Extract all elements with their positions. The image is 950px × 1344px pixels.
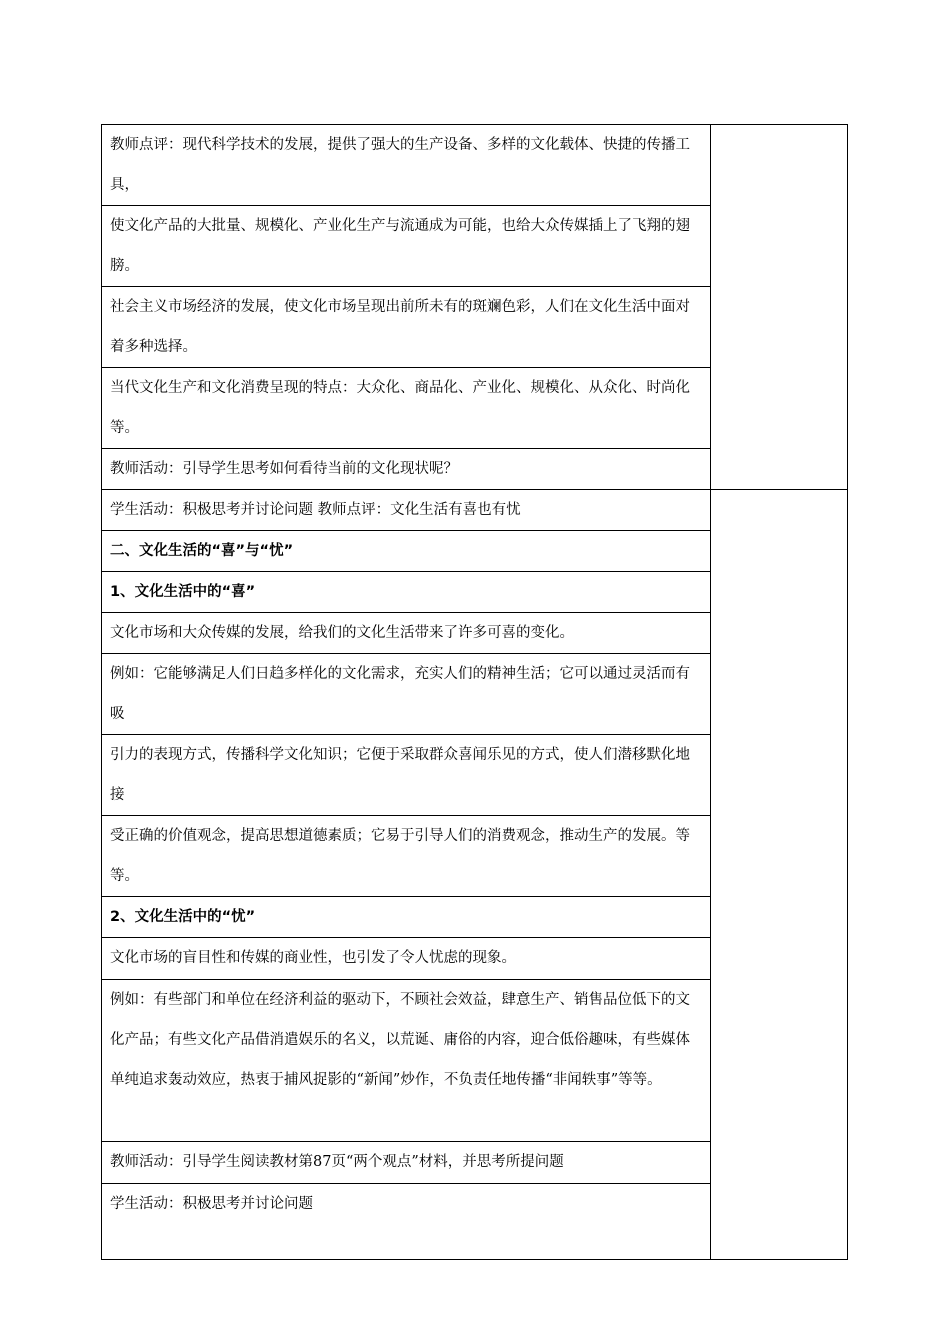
teacher-activity-cell: 教师活动：引导学生思考如何看待当前的文化现状呢？ xyxy=(102,449,711,490)
student-activity-cell: 学生活动：积极思考并讨论问题 教师点评：文化生活有喜也有忧 xyxy=(102,490,711,531)
subsection-heading-worry: 2、文化生活中的“忧” xyxy=(102,897,711,938)
joy-example-cell-3: 受正确的价值观念，提高思想道德素质；它易于引导人们的消费观念，推动生产的发展。等等。 xyxy=(102,816,711,897)
section-heading: 二、文化生活的“喜”与“忧” xyxy=(102,531,711,572)
joy-example-cell-1: 例如：它能够满足人们日趋多样化的文化需求，充实人们的精神生活；它可以通过灵活而有吸 xyxy=(102,654,711,735)
mass-media-cell: 使文化产品的大批量、规模化、产业化生产与流通成为可能，也给大众传媒插上了飞翔的翅膀。 xyxy=(102,206,711,287)
table-row xyxy=(102,125,848,206)
teacher-reading-activity-cell: 教师活动：引导学生阅读教材第87页“两个观点”材料，并思考所提问题 xyxy=(102,1142,711,1184)
worry-example-cell: 例如：有些部门和单位在经济利益的驱动下，不顾社会效益，肆意生产、销售品位低下的文化产品；有些文化产品借消遣娱乐的名义，以荒诞、庸俗的内容，迎合低俗趣味，有些媒体单纯追求轰动效应，热衷于捕风捉影的“新闻”炒作，不负责任地传播“非闻轶事”等等。 xyxy=(102,980,711,1142)
lesson-table xyxy=(101,124,848,1260)
side-column-cell-2 xyxy=(710,490,847,1260)
side-column-cell-1 xyxy=(710,125,847,490)
market-economy-cell: 社会主义市场经济的发展，使文化市场呈现出前所未有的斑斓色彩，人们在文化生活中面对着多种选择。 xyxy=(102,287,711,368)
joy-example-cell-2: 引力的表现方式，传播科学文化知识；它便于采取群众喜闻乐见的方式，使人们潜移默化地接 xyxy=(102,735,711,816)
subsection-heading-joy: 1、文化生活中的“喜” xyxy=(102,572,711,613)
worry-intro-cell: 文化市场的盲目性和传媒的商业性，也引发了令人忧虑的现象。 xyxy=(102,938,711,980)
joy-intro-cell: 文化市场和大众传媒的发展，给我们的文化生活带来了许多可喜的变化。 xyxy=(102,613,711,654)
student-discussion-cell: 学生活动：积极思考并讨论问题 xyxy=(102,1184,711,1260)
culture-features-cell: 当代文化生产和文化消费呈现的特点：大众化、商品化、产业化、规模化、从众化、时尚化等。 xyxy=(102,368,711,449)
table-row xyxy=(102,490,848,531)
teacher-comment-cell: 教师点评：现代科学技术的发展，提供了强大的生产设备、多样的文化载体、快捷的传播工具， xyxy=(102,125,711,206)
